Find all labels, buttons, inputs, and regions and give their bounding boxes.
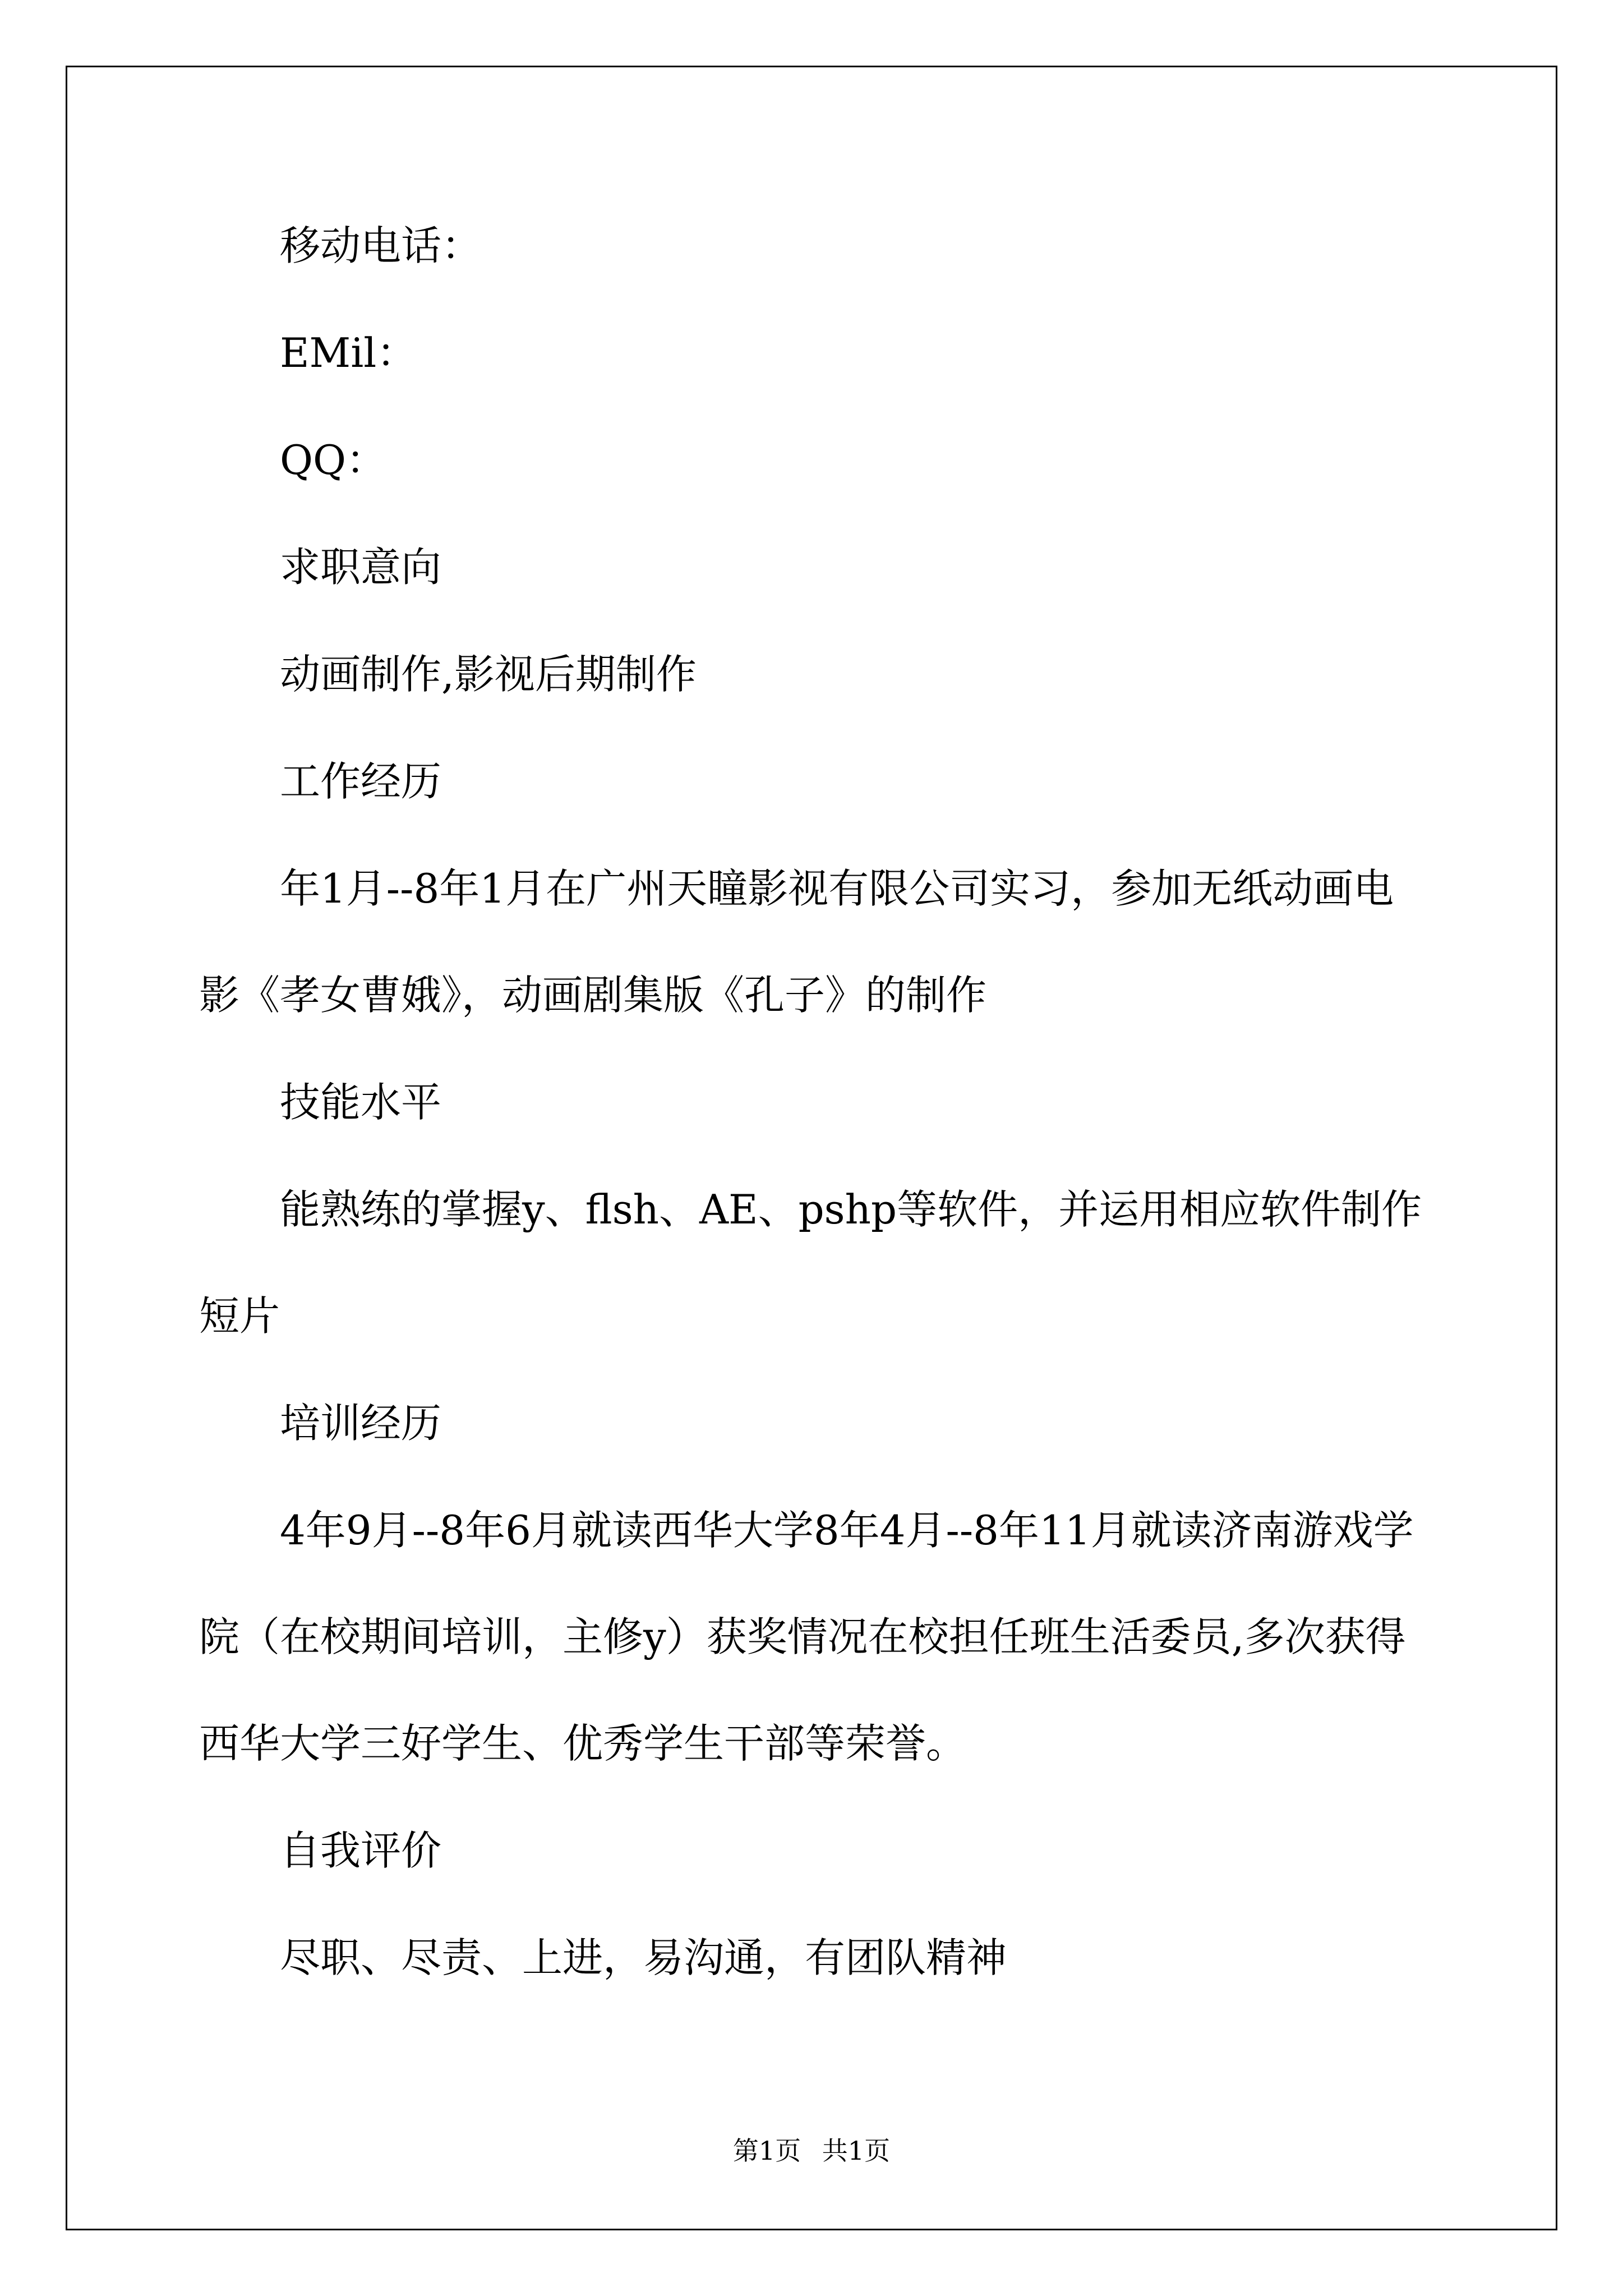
job-intent-text: 动画制作,影视后期制作 — [280, 651, 697, 698]
contact-email: EMil： — [280, 329, 417, 376]
self-evaluation-text: 尽职、尽责、上进，易沟通，有团队精神 — [280, 1934, 1007, 1981]
training-text: 4年9月--8年6月就读西华大学8年4月--8年11月就读济南游戏学院（在校期间培训，主修y）获奖情况在校担任班生活委员,多次获得西华大学三好学生、优秀学生干部等荣誉。 — [199, 1507, 1414, 1767]
work-experience-text: 年1月--8年1月在广州天瞳影视有限公司实习，参加无纸动画电影《孝女曹娥》，动画剧集版《孔子》的制作 — [199, 865, 1394, 1019]
section-heading-skills: 技能水平 — [280, 1079, 442, 1126]
document-body — [199, 218, 1427, 2037]
skills-text: 能熟练的掌握y、flsh、AE、pshp等软件，并运用相应软件制作短片 — [199, 1186, 1422, 1340]
contact-phone: 移动电话： — [280, 222, 482, 269]
section-heading-training: 培训经历 — [280, 1400, 442, 1447]
section-heading-work-experience: 工作经历 — [280, 758, 442, 805]
page-footer: 第1页 共1页 — [732, 2136, 891, 2166]
section-heading-job-intent: 求职意向 — [280, 544, 442, 591]
contact-qq: QQ： — [280, 436, 387, 484]
section-heading-self-evaluation: 自我评价 — [280, 1827, 442, 1874]
